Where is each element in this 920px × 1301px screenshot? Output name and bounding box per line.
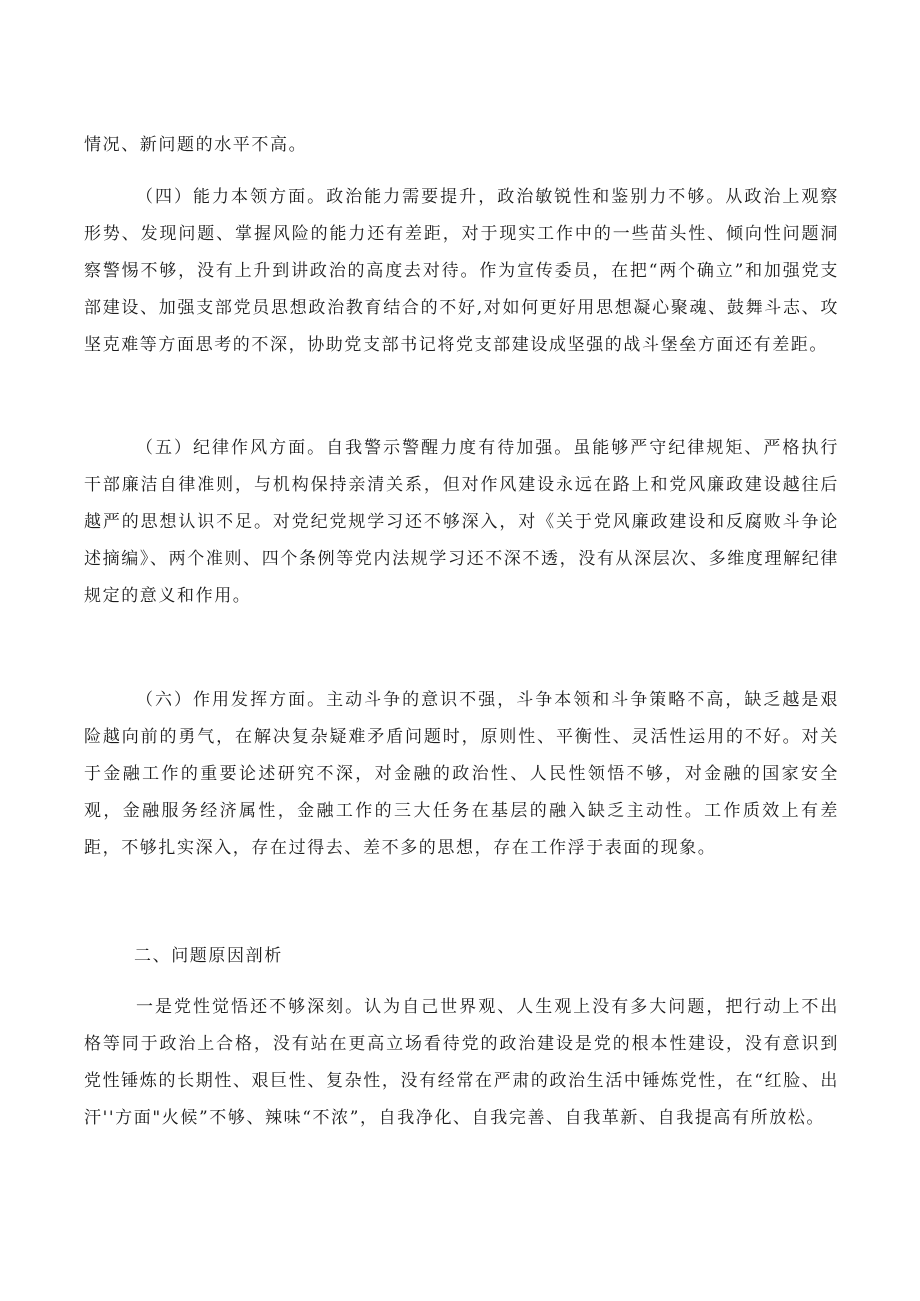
paragraph-party-spirit: 一是党性觉悟还不够深刻。认为自己世界观、人生观上没有多大问题，把行动上不出格等同于政治上合格，没有站在更高立场看待党的政治建设是党的根本性建设，没有意识到党性锤炼的长期性、艰巨性、复杂性，没有经常在严肃的政治生活中锤炼党性，在“红脸、出汗''方面"火候”不够、辣味“不浓”，自我净化、自我完善、自我革新、自我提高有所放松。 (84, 997, 839, 1128)
section-heading-cause-analysis: 二、问题原因剖析 (134, 946, 283, 966)
paragraph-role: （六）作用发挥方面。主动斗争的意识不强，斗争本领和斗争策略不高，缺乏越是艰险越向前的勇气，在解决复杂疑难矛盾问题时，原则性、平衡性、灵活性运用的不好。对关于金融工作的重要论述研究不深，对金融的政治性、人民性领悟不够，对金融的国家安全观，金融服务经济属性，金融工作的三大任务在基层的融入缺乏主动性。工作质效上有差距，不够扎实深入，存在过得去、差不多的思想，存在工作浮于表面的现象。 (84, 690, 839, 858)
paragraph-continuation: 情况、新问题的水平不高。 (84, 135, 308, 155)
paragraph-ability: （四）能力本领方面。政治能力需要提升，政治敏锐性和鉴别力不够。从政治上观察形势、发现问题、掌握风险的能力还有差距，对于现实工作中的一些苗头性、倾向性问题洞察警惕不够，没有上升到讲政治的高度去对待。作为宣传委员，在把“两个确立”和加强党支部建设、加强支部党员思想政治教育结合的不好,对如何更好用思想凝心聚魂、鼓舞斗志、攻坚克难等方面思考的不深，协助党支部书记将党支部建设成坚强的战斗堡垒方面还有差距。 (84, 187, 839, 355)
paragraph-discipline: （五）纪律作风方面。自我警示警醒力度有待加强。虽能够严守纪律规矩、严格执行干部廉洁自律准则，与机构保持亲清关系，但对作风建设永远在路上和党风廉政建设越往后越严的思想认识不足。对党纪党规学习还不够深入，对《关于党风廉政建设和反腐败斗争论述摘编》、两个准则、四个条例等党内法规学习还不深不透，没有从深层次、多维度理解纪律规定的意义和作用。 (84, 438, 839, 606)
